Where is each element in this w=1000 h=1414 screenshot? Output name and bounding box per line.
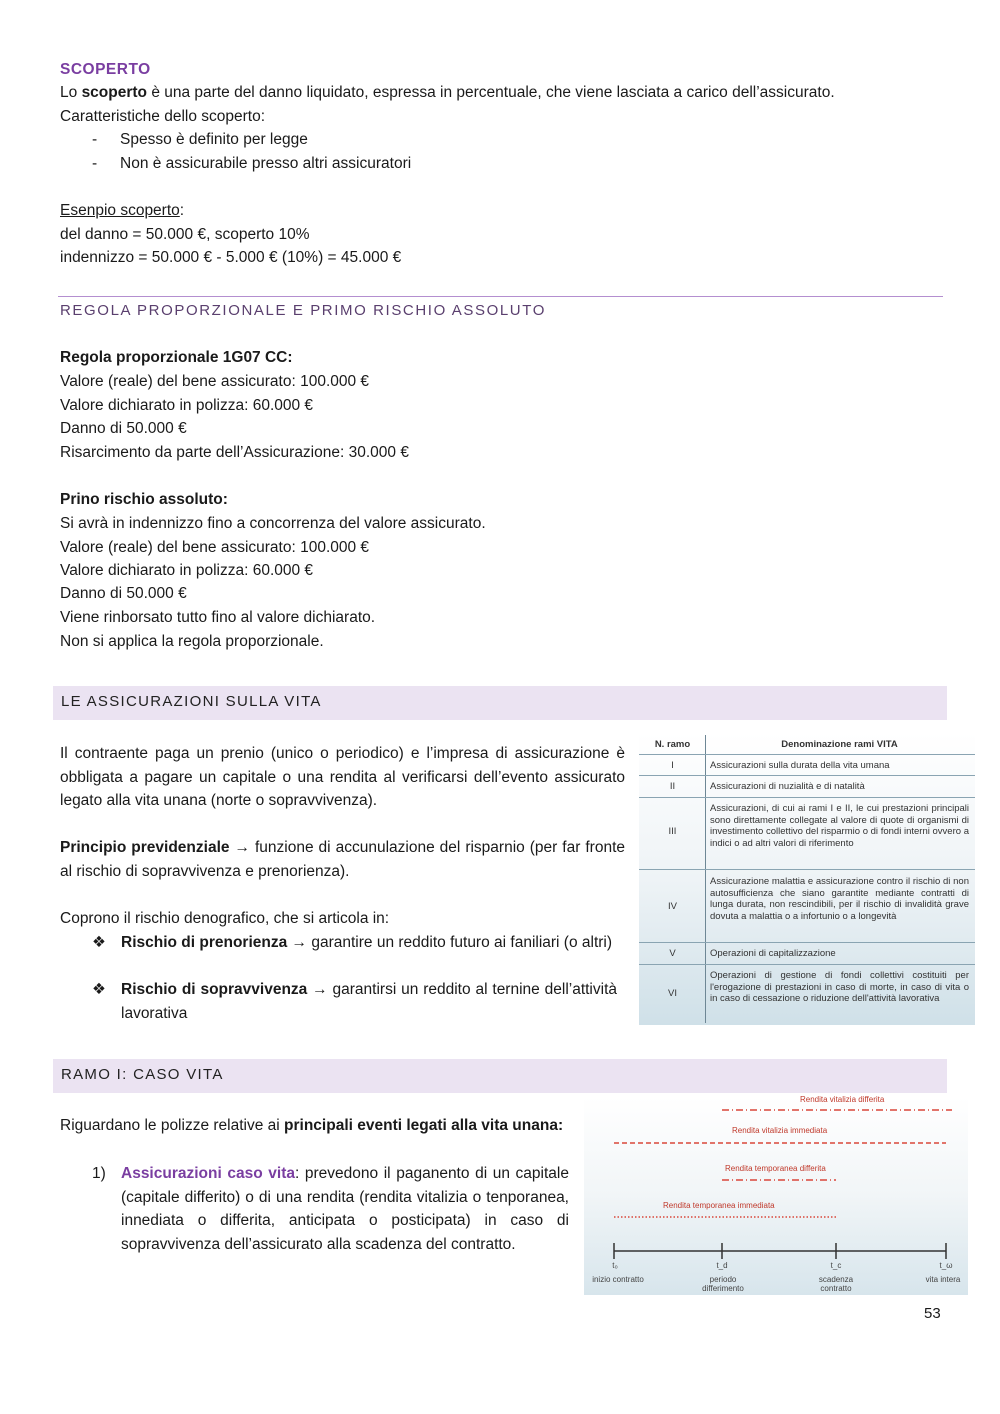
table-row [639, 942, 975, 964]
page-number: 53 [924, 1305, 941, 1322]
prop-line-1: Valore (reale) del bene assicurato: 100.000 € [60, 373, 370, 390]
primo-line-6: Non si applica la regola proporzionale. [60, 633, 324, 650]
table-cell-num: I [671, 760, 674, 771]
prop-line-3: Danno di 50.000 € [60, 420, 187, 437]
table-row [639, 869, 975, 942]
vita-heading: LE ASSICURAZIONI SULLA VITA [61, 693, 322, 710]
table-row [639, 754, 975, 775]
axis-label-inizio: inizio contratto [592, 1275, 644, 1284]
scoperto-feature-2: - Non è assicurabile presso altri assicuratori [92, 155, 412, 172]
table-row [639, 797, 975, 869]
tick-label-tc: t_c [830, 1261, 842, 1270]
ramo1-intro: Riguardano le polizze relative ai principali eventi legati alla vita unana: [60, 1117, 564, 1134]
table-cell-desc: Assicurazioni di nuzialità e di natalità [710, 781, 865, 792]
scoperto-example-line-1: del danno = 50.000 €, scoperto 10% [60, 226, 310, 243]
vita-intro: Il contraente paga un prenio (unico o periodico) e l’impresa di assicurazione è obbligata a pagare un capitale o una rendita al verificarsi dell’evento assicurato legato alla vita unana (norte o sopravvivenza). [60, 745, 625, 809]
table-cell-desc: Assicurazione malattia e assicurazione contro il rischio di non autosufficienza che siano garantite mediante contratti di lunga durata, non rescindibili, per il rischio di invalidità grave dovuta a malattia o a infortunio o a longevità [710, 876, 969, 922]
table-cell-desc: Assicurazioni, di cui ai rami I e II, le cui prestazioni principali sono direttamente collegate al valore di quote di organismi di investimento collettivo del risparmio o di fondi interni ovvero a indici o ad altri valori di riferimento [710, 803, 969, 849]
risk-item-1: ❖ Rischio di prenorienza → garantire un reddito futuro ai faniliari (o altri) [92, 931, 622, 955]
rischio-intro: Coprono il rischio denografico, che si articola in: [60, 910, 390, 927]
scoperto-feature-1: - Spesso è definito per legge [92, 131, 308, 148]
table-cell-num: IV [668, 901, 677, 912]
risk-item-2: ❖ Rischio di sopravvivenza → garantirsi un reddito al ternine dell’attività lavorativa [92, 978, 617, 1025]
table-cell-desc: Assicurazioni sulla durata della vita umana [710, 760, 890, 771]
table-cell-num: III [668, 826, 677, 837]
table-cell-desc: Operazioni di capitalizzazione [710, 948, 836, 959]
tick-label-td: t_d [716, 1261, 728, 1270]
table-cell-num: II [669, 781, 676, 792]
regola-heading: REGOLA PROPORZIONALE E PRIMO RISCHIO ASSOLUTO [60, 302, 546, 319]
table-header [639, 733, 975, 754]
table-cell-num: VI [668, 988, 677, 999]
label-temporanea-differita: Rendita temporanea differita [725, 1164, 826, 1173]
ramo1-heading: RAMO I: CASO VITA [61, 1066, 224, 1083]
table-row [639, 964, 975, 1025]
section-divider [58, 296, 943, 297]
primo-line-1: Si avrà in indennizzo fino a concorrenza del valore assicurato. [60, 515, 486, 532]
axis-label-vita-intera: vita intera [925, 1275, 961, 1284]
prop-line-2: Valore dichiarato in polizza: 60.000 € [60, 397, 314, 414]
label-vitalizia-differita: Rendita vitalizia differita [800, 1095, 885, 1104]
rendite-timeline-figure [584, 1097, 968, 1295]
rami-vita-table [639, 733, 975, 1025]
axis-label-scadenza: scadenza contratto [818, 1275, 854, 1293]
primo-line-5: Viene rinborsato tutto fino al valore dichiarato. [60, 609, 376, 626]
diamond-bullet-icon: ❖ [92, 934, 106, 951]
prop-title: Regola proporzionale 1G07 CC: [60, 349, 293, 366]
scoperto-features-label: Caratteristiche dello scoperto: [60, 108, 266, 125]
axis-label-differimento: periodo differimento [702, 1275, 744, 1293]
principio-paragraph: Principio previdenziale → funzione di accunulazione del risparnio (per far fronte al rischio di sopravvivenza e prenorienza). [60, 839, 625, 880]
scoperto-example-line-2: indennizzo = 50.000 € - 5.000 € (10%) = 45.000 € [60, 249, 402, 266]
primo-line-2: Valore (reale) del bene assicurato: 100.000 € [60, 539, 370, 556]
primo-title: Prino rischio assoluto: [60, 491, 228, 508]
diamond-bullet-icon: ❖ [92, 981, 106, 998]
table-cell-num: V [669, 948, 676, 959]
primo-line-3: Valore dichiarato in polizza: 60.000 € [60, 562, 314, 579]
scoperto-example-label: Esenpio scoperto: [60, 202, 185, 219]
prop-line-4: Risarcimento da parte dell’Assicurazione: 30.000 € [60, 444, 409, 461]
tick-label-t0: t₀ [612, 1261, 618, 1270]
table-col-ramo: N. ramo [654, 739, 691, 750]
table-row [639, 775, 975, 797]
scoperto-title: SCOPERTO [60, 61, 151, 78]
table-cell-desc: Operazioni di gestione di fondi collettivi costituiti per l'erogazione di prestazioni in caso di morte, in caso di vita o in caso di cessazione o riduzione dell'attività lavorativa [710, 970, 969, 1004]
label-temporanea-immediata: Rendita temporanea immediata [663, 1201, 775, 1210]
table-col-denominazione: Denominazione rami VITA [781, 739, 898, 750]
item-number: 1) [92, 1165, 106, 1182]
ramo1-item-1: 1) Assicurazioni caso vita: prevedono il paganento di un capitale (capitale differito) o di una rendita (rendita vitalizia o tenporanea, innediata o differita, anticipata o posticipata) in caso di sopravvivenza dell’assicurato alla scadenza del contratto. [92, 1162, 569, 1256]
ramo1-section-band [53, 1059, 947, 1093]
scoperto-definition: Lo scoperto è una parte del danno liquidato, espressa in percentuale, che viene lasciata a carico dell’assicurato. [60, 84, 835, 101]
primo-line-4: Danno di 50.000 € [60, 585, 187, 602]
vita-section-band [53, 686, 947, 720]
tick-label-tw: t_ω [939, 1261, 953, 1270]
label-vitalizia-immediata: Rendita vitalizia immediata [732, 1126, 828, 1135]
